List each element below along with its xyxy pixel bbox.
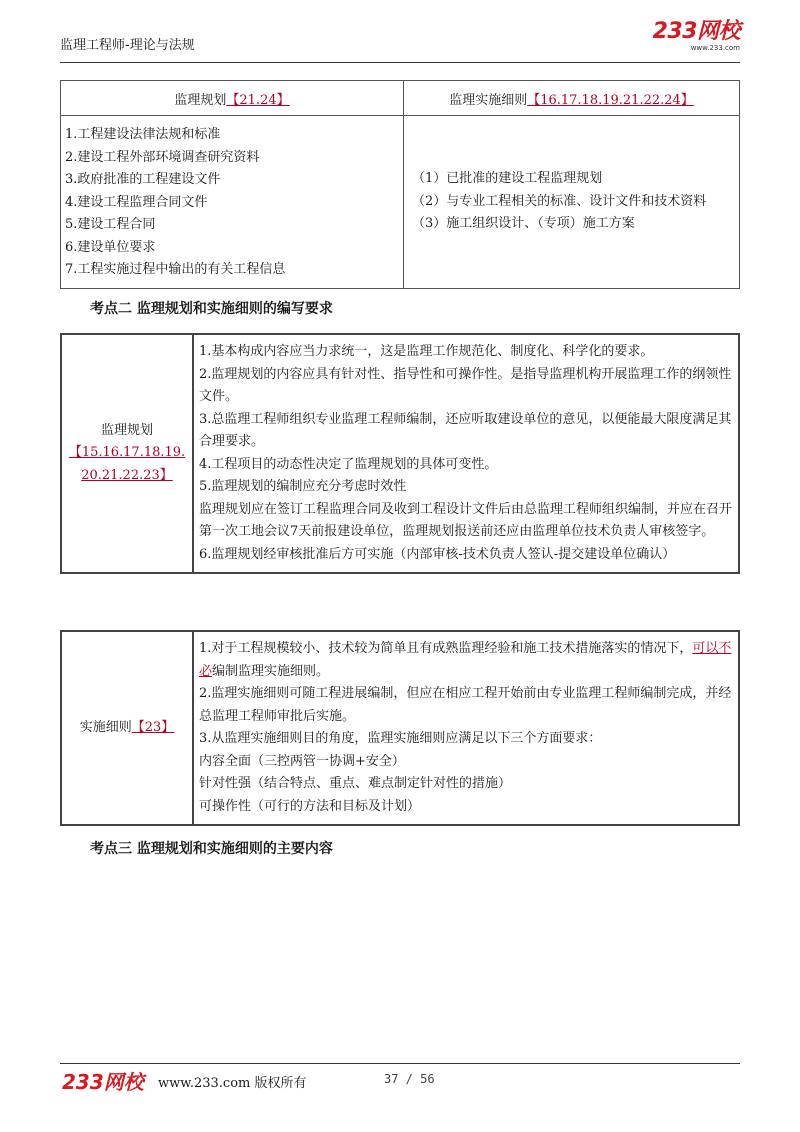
requirements-content-cell bbox=[193, 631, 739, 825]
requirement-line: 5.监理规划的编制应充分考虑时效性 bbox=[199, 479, 407, 494]
requirement-line bbox=[199, 638, 732, 683]
logo-text: 233网校 bbox=[652, 19, 740, 44]
list-item: （2）与专业工程相关的标准、设计文件和技术资料 bbox=[412, 193, 707, 209]
exam-year-ref: 20.21.22.23】 bbox=[81, 467, 173, 483]
exam-year-ref: 【21.24】 bbox=[226, 92, 290, 108]
text-run: 编制监理实施细则。 bbox=[212, 663, 330, 679]
list-item: 2.建设工程外部环境调查研究资料 bbox=[65, 149, 260, 165]
footer-copyright: www.233.com 版权所有 bbox=[158, 1076, 307, 1091]
list-item: （3）施工组织设计、（专项）施工方案 bbox=[412, 216, 635, 231]
list-item: 6.建设单位要求 bbox=[65, 239, 156, 255]
planning-requirements-table bbox=[60, 333, 740, 574]
requirement-line: 4.工程项目的动态性决定了监理规划的具体可变性。 bbox=[199, 456, 498, 472]
header-title: 监理工程师-理论与法规 bbox=[60, 38, 195, 53]
brand-logo bbox=[653, 20, 740, 52]
requirements-content-cell bbox=[193, 334, 739, 573]
header-label: 监理规划 bbox=[174, 92, 227, 108]
requirement-line: 内容全面（三控两管一协调+安全） bbox=[199, 753, 405, 769]
requirement-line: 2.监理实施细则可随工程进展编制，但应在相应工程开始前由专业监理工程师编制完成，并经总监理工程师审批后实施。 bbox=[199, 686, 732, 724]
list-item: 7.工程实施过程中输出的有关工程信息 bbox=[65, 262, 286, 277]
footer-divider bbox=[60, 1063, 740, 1064]
list-item: 5.建设工程合同 bbox=[65, 217, 156, 232]
page-header bbox=[60, 20, 740, 62]
exam-year-ref: 【23】 bbox=[131, 719, 175, 735]
header-label: 监理实施细则 bbox=[449, 92, 528, 108]
exam-year-ref: 【16.17.18.19.21.22.24】 bbox=[527, 92, 694, 108]
requirement-line: 6.监理规划经审核批准后方可实施（内部审核-技术负责人签认-提交建设单位确认） bbox=[199, 546, 676, 562]
page-number: 37 / 56 bbox=[384, 1072, 435, 1086]
requirement-line: 3.从监理实施细则目的角度，监理实施细则应满足以下三个方面要求： bbox=[199, 731, 602, 746]
requirement-line: 1.基本构成内容应当力求统一，这是监理工作规范化、制度化、科学化的要求。 bbox=[199, 344, 654, 359]
emphasis-text: 可以不必 bbox=[199, 641, 732, 679]
planning-basis-cell bbox=[61, 116, 404, 289]
list-item: （1）已批准的建设工程监理规划 bbox=[412, 171, 603, 186]
text-run: 1.对于工程规模较小、技术较为简单且有成熟监理经验和施工技术措施落实的情况下， bbox=[199, 641, 693, 656]
requirement-line: 监理规划应在签订工程监理合同及收到工程设计文件后由总监理工程师组织编制，并应在召开第一次工地会议7天前报建设单位，监理规划报送前还应由监理单位技术负责人审核签字。 bbox=[199, 501, 733, 539]
table-header-cell bbox=[61, 81, 404, 116]
row-label: 实施细则 bbox=[79, 719, 132, 735]
requirement-line: 针对性强（结合特点、重点、难点制定针对性的措施） bbox=[199, 776, 512, 791]
section-heading: 考点二 监理规划和实施细则的编写要求 bbox=[90, 301, 333, 317]
row-label-cell bbox=[61, 334, 193, 573]
details-requirements-table bbox=[60, 630, 740, 826]
requirement-line: 3.总监理工程师组织专业监理工程师编制，还应听取建设单位的意见，以便能最大限度满足其合理要求。 bbox=[199, 411, 732, 449]
row-label-cell bbox=[61, 631, 193, 825]
list-item: 4.建设工程监理合同文件 bbox=[65, 194, 208, 210]
basis-comparison-table bbox=[60, 80, 740, 289]
header-divider bbox=[60, 62, 740, 63]
details-basis-cell bbox=[404, 116, 740, 289]
requirement-line: 2.监理规划的内容应具有针对性、指导性和可操作性。是指导监理机构开展监理工作的纲领性文件。 bbox=[199, 366, 732, 404]
table-header-cell bbox=[404, 81, 740, 116]
requirement-line: 可操作性（可行的方法和目标及计划） bbox=[199, 798, 421, 814]
section-heading: 考点三 监理规划和实施细则的主要内容 bbox=[90, 841, 333, 857]
exam-year-ref: 【15.16.17.18.19. bbox=[68, 445, 186, 461]
footer-logo: 233网校 bbox=[62, 1070, 144, 1094]
row-label: 监理规划 bbox=[100, 422, 153, 438]
logo-url: www.233.com bbox=[690, 44, 740, 52]
list-item: 1.工程建设法律法规和标准 bbox=[65, 127, 221, 142]
list-item: 3.政府批准的工程建设文件 bbox=[65, 172, 221, 187]
